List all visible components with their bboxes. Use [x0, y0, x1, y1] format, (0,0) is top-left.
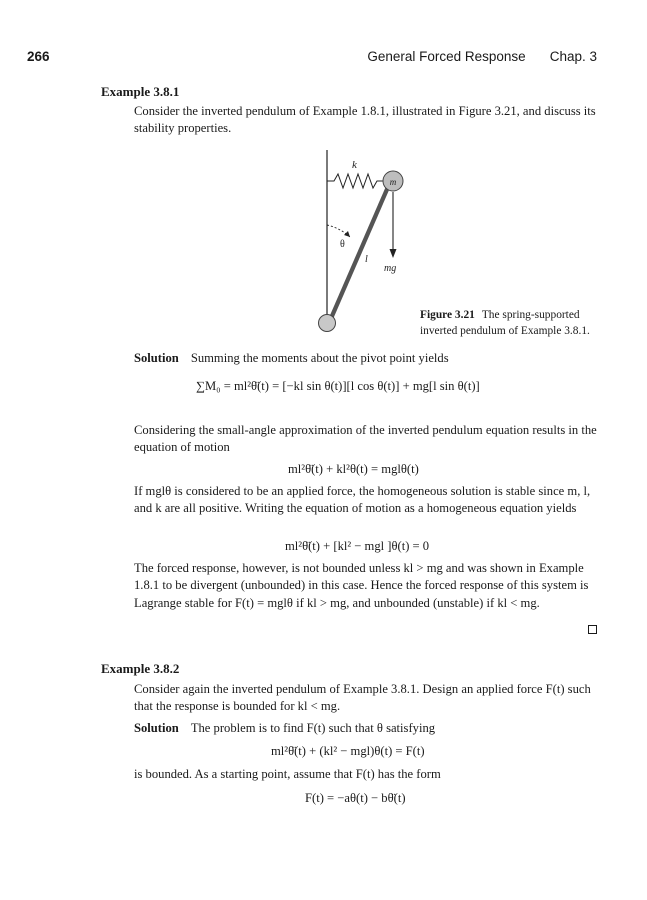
solution-text: Summing the moments about the pivot point yields: [190, 351, 449, 365]
equation-forced: ml²θ̈(t) + (kl² − mgl)θ(t) = F(t): [271, 744, 425, 758]
equation-homogeneous: ml²θ̈(t) + [kl² − mgl ]θ(t) = 0: [285, 539, 430, 553]
pendulum-rod: [329, 187, 388, 323]
label-k: k: [352, 159, 357, 171]
pendulum-figure: [300, 145, 420, 345]
assume-paragraph: is bounded. As a starting point, assume that F(t) has the form: [134, 767, 441, 781]
equation-motion: ml²θ̈(t) + kl²θ(t) = mglθ(t): [288, 462, 419, 476]
example-3-8-2-intro: Consider again the inverted pendulum of Example 3.8.1. Design an applied force F(t) such that the response is bounded for kl < mg.: [134, 682, 591, 714]
solution-2-text: The problem is to find F(t) such that θ satisfying: [190, 721, 436, 735]
homogeneous-paragraph: If mglθ is considered to be an applied force, the homogeneous solution is stable since m, l, and k are all positive. Writing the equation of motion as a homogeneous equation yields: [134, 484, 591, 516]
example-3-8-1-heading: Example 3.8.1: [101, 84, 180, 99]
label-theta: θ: [340, 239, 345, 250]
equation-moments: ∑M₀ = ml²θ̈(t) = [−kl sin θ(t)][l cos θ(t)] + mg[l sin θ(t)]: [196, 379, 480, 393]
example-3-8-2-heading: Example 3.8.2: [101, 661, 180, 676]
equation-control-law: F(t) = −aθ(t) − bθ̈(t): [305, 791, 406, 805]
label-mg: mg: [384, 263, 397, 274]
figure-caption-label: Figure 3.21: [420, 309, 475, 321]
pivot: [319, 315, 336, 332]
figure-caption-text: The spring-supported inverted pendulum of Example 3.8.1.: [420, 309, 590, 337]
example-3-8-1-intro: Consider the inverted pendulum of Example 1.8.1, illustrated in Figure 3.21, and discuss its stability properties.: [134, 104, 596, 136]
chapter-label: Chap. 3: [549, 49, 597, 64]
page-number: 266: [27, 49, 50, 64]
forced-response-paragraph: The forced response, however, is not bounded unless kl > mg and was shown in Example 1.8.1 to be divergent (unbounded) in this case. Hence the forced response of this system is Lagrange stable for F(t) = mglθ if kl > mg, and unbounded (unstable) if kl < mg.: [134, 561, 589, 610]
label-m: m: [389, 177, 397, 187]
solution-line: [134, 350, 449, 367]
solution-label: Solution: [134, 351, 179, 365]
running-head: [367, 49, 597, 64]
small-angle-paragraph: Considering the small-angle approximation of the inverted pendulum equation results in the equation of motion: [134, 423, 597, 455]
end-of-example-mark: [588, 625, 597, 634]
force-arrowhead: [390, 249, 397, 258]
spring: [327, 174, 384, 188]
running-title: General Forced Response: [367, 49, 526, 64]
solution-2-line: [134, 720, 435, 737]
angle-arrowhead: [344, 231, 350, 237]
label-l: l: [365, 254, 368, 265]
solution-2-label: Solution: [134, 721, 179, 735]
figure-caption: [420, 308, 600, 339]
